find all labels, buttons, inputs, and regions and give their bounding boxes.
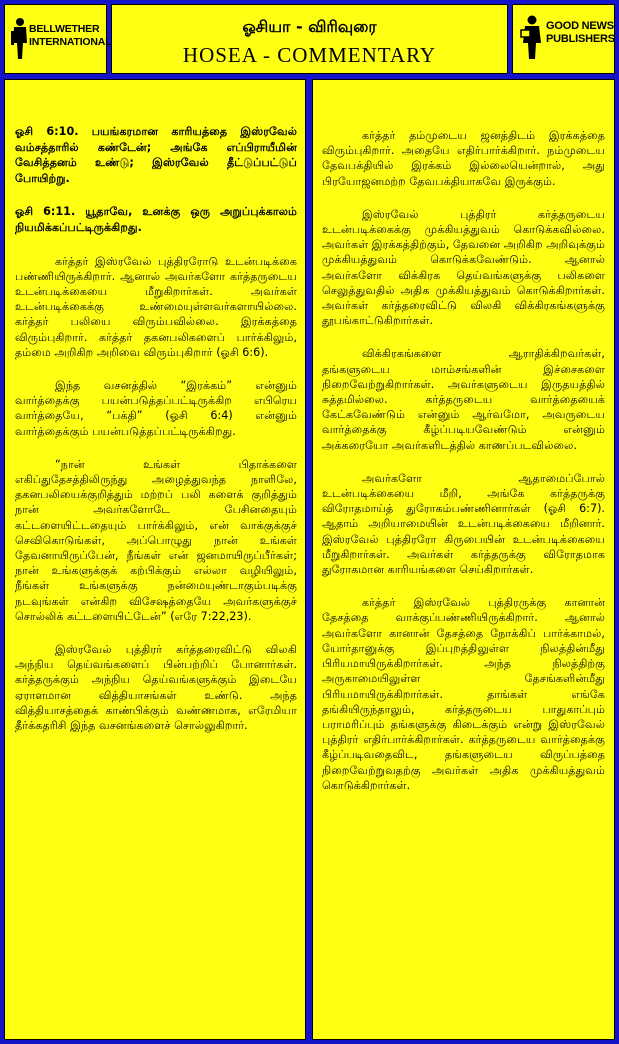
- commentary-paragraph: இஸ்ரவேல் புத்திரர் கர்த்தருடைய உடன்படிக்கைக்கு முக்கியத்துவம் கொடுக்கவில்லை. அவர்கள் இரக்கத்திற்கும், தேவனை அறிகிற அறிவுக்கும் முக்கியத்துவம் கொடுக்கவேண்டும். ஆனால் அவர்களோ விக்கிரக தெய்வங்களுக்கு பலிகளை செலுத்துவதில் அதிக முக்கியத்துவம் கொடுக்கிறார்கள். அவர்கள் கர்த்தரைவிட்டு விலகி விக்கிரகங்களுக்கு தூபங்காட்டுகிறார்கள்.: [322, 207, 605, 328]
- commentary-paragraph: இந்த வசனத்தில் “இரக்கம்” என்னும் வார்த்தைக்கு பயன்படுத்தப்பட்டிருக்கிற எபிரெய வார்த்தையே, “பக்தி” (ஓசி 6:4) என்னும் வார்த்தைக்கும் பயன்படுத்தப்பட்டிருக்கிறது.: [15, 378, 297, 438]
- verse-heading-6-10: ஓசி 6:10. பயங்கரமான காரியத்தை இஸ்ரவேல் வம்சத்தாரில் கண்டேன்; அங்கே எப்பிராயீமின் வேசித்தனம் உண்டு; இஸ்ரவேல் தீட்டுப்பட்டுப் போயிற்று.: [15, 125, 297, 185]
- verse-heading-6-11: ஓசி 6:11. யூதாவே, உனக்கு ஒரு அறுப்புக்காலம் நியமிக்கப்பட்டிருக்கிறது.: [15, 205, 297, 234]
- commentary-paragraph: விக்கிரகங்களை ஆராதிக்கிறவர்கள், தங்களுடைய மாம்சங்களின் இச்சைகளை நிறைவேற்றுகிறார்கள். அவர்களுடைய இருதயத்தில் சுத்தமில்லை. கர்த்தருடைய வார்த்தையைக் கேட்கவேண்டும் என்னும் ஆர்வமோ, அவருடைய வார்த்தைக்கு கீழ்ப்படியவேண்டும் என்னும் அக்கரையோ அவர்களிடத்தில் காணப்படவில்லை.: [322, 347, 605, 452]
- bellwether-logo-line1: BELLWETHER: [29, 23, 100, 35]
- good-news-logo-line2: PUBLISHERS: [546, 33, 615, 45]
- bellwether-logo-line2: INTERNATIONAL: [29, 36, 112, 48]
- page-title-english: HOSEA - COMMENTARY: [182, 43, 437, 67]
- bellwether-figure-icon: [10, 17, 30, 61]
- page-title-tamil: ஓசியா - விரிவுரை: [242, 17, 377, 36]
- good-news-logo-text: [546, 20, 615, 46]
- commentary-paragraph: கர்த்தர் தம்முடைய ஜனத்திடம் இரக்கத்தை விரும்புகிறார். அதையே எதிர்பார்க்கிறார். நம்முடைய தேவபக்தியில் இரக்கம் இல்லையென்றால், அது பிரயோஜனமற்ற தேவபக்தியாகவே இருக்கும்.: [322, 129, 605, 188]
- commentary-paragraph: இஸ்ரவேல் புத்திரர் கர்த்தரைவிட்டு விலகி அந்நிய தெய்வங்களைப் பின்பற்றிப் போனார்கள். கர்த்தருக்கும் அந்நிய தெய்வங்களுக்கும் இடையே ஏராளமான வித்தியாசங்கள் உண்டு. அந்த வித்தியாசத்தைக் காண்பிக்கும் வண்ணமாக, எரேமியா தீர்க்கதரிசி இந்த வசனங்களைச் சொல்லுகிறார்.: [15, 643, 297, 733]
- left-column: [4, 79, 306, 1040]
- good-news-publishers-logo: [512, 4, 615, 74]
- good-news-logo-line1: GOOD NEWS: [546, 20, 614, 32]
- commentary-paragraph: அவர்களோ ஆதாமைப்போல் உடன்படிக்கையை மீறி, அங்கே கர்த்தருக்கு விரோதமாய்த் துரோகம்பண்ணினார்கள் (ஓசி 6:7). ஆதாம் அறியாமையின் உடன்படிக்கையை மீறினார். இஸ்ரவேல் புத்திரரோ கிருபையின் உடன்படிக்கையை மீறுகிறார்கள். அவர்கள் கர்த்தருக்கு விரோதமாக துரோகமான காரியங்களை செய்கிறார்கள்.: [322, 471, 605, 577]
- commentary-paragraph: கர்த்தர் இஸ்ரவேல் புத்திரருக்கு கானான் தேசத்தை வாக்குப்பண்ணியிருக்கிறார். ஆனால் அவர்களோ கானான் தேசத்தை நோக்கிப் பார்க்காமல், யோர்தானுக்கு இப்புறத்திலுள்ள நிலத்தின்மீது பிரியமாயிருக்கிறார்கள். அந்த நிலத்திற்கு அருகாமையிலுள்ள தேசங்களின்மீது பிரியமாயிருக்கிறார்கள். தாங்கள் எங்கே தங்கியிருந்தாலும், கர்த்தருடைய பாதுகாப்பும் பராமரிப்பும் தங்களுக்கு கிடைக்கும் என்று இஸ்ரவேல் புத்திரர் எதிர்பார்க்கிறார்கள். கர்த்தருடைய வார்த்தைக்கு கீழ்ப்படிவதைவிட, தங்களுடைய விருப்பத்தை நிறைவேற்றுவதற்கு அவர்கள் அதிக முக்கியத்துவம் கொடுக்கிறார்கள்.: [322, 596, 605, 792]
- scripture-quote-paragraph: “நான் உங்கள் பிதாக்களை எகிப்துதேசத்திலிருந்து அழைத்துவந்த நாளிலே, தகனபலியைக்குறித்தும் மற்றப் பலி களைக் குறித்தும் நான் அவர்களோடே பேசினதையும் கட்டளையிட்டதையும் பார்க்கிலும், என் வாக்குக்குச் செவிகொடுங்கள், அப்பொழுது நான் உங்கள் தேவனாயிருப்பேன், நீங்கள் என் ஜனமாயிருப்பீர்கள்; நான் உங்களுக்குக் கற்பிக்கும் எல்லா வழியிலும், நீங்கள் உங்களுக்கு நன்மையுண்டாகும்படிக்கு நடவுங்கள் என்கிற விசேஷத்தையே அவர்களுக்குச் சொல்லிக் கட்டளையிட்டேன்” (எரே 7:22,23).: [15, 457, 297, 623]
- bellwether-logo-text: [29, 23, 111, 49]
- commentary-paragraph: கர்த்தர் இஸ்ரவேல் புத்திரரோடு உடன்படிக்கை பண்ணியிருக்கிறார். ஆனால் அவர்களோ கர்த்தருடைய உடன்படிக்கையை மீறுகிறார்கள். அவர்கள் உடன்படிக்கைக்கு உண்மையுள்ளவர்களாயில்லை. கர்த்தர் பலியை விரும்பவில்லை. இரக்கத்தை விரும்புகிறார். கர்த்தர் தகனபலிகளைப் பார்க்கிலும், தம்மை அறிகிற அறிவை விரும்புகிறார் (ஓசி 6:6).: [15, 254, 297, 359]
- page-header: [111, 4, 508, 74]
- right-column: [312, 79, 615, 1040]
- bellwether-logo: [4, 4, 112, 74]
- man-reading-icon: [519, 15, 545, 61]
